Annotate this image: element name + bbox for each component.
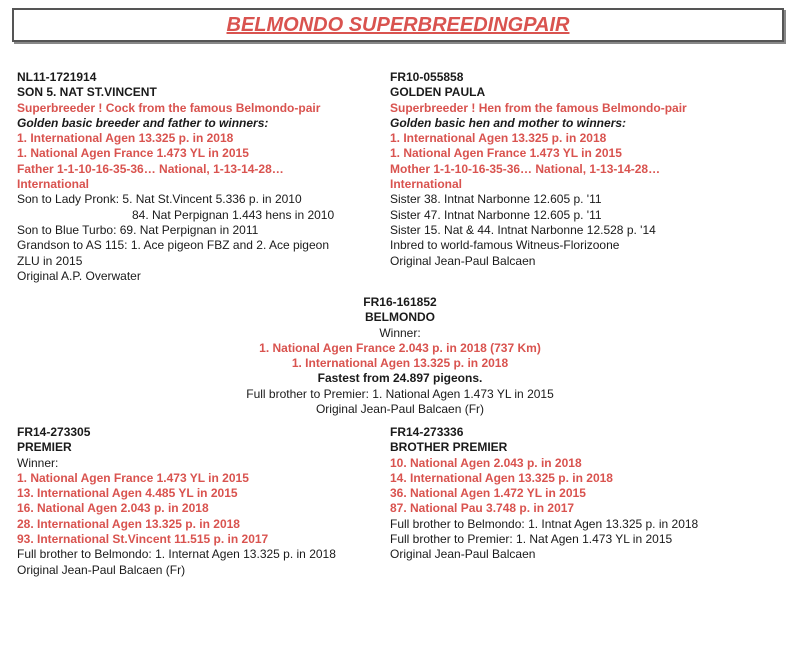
sire-text-line: Son to Lady Pronk: 5. Nat St.Vincent 5.336 p. in 2010 bbox=[17, 192, 302, 207]
brother-red-line: 36. National Agen 1.472 YL in 2015 bbox=[390, 486, 586, 501]
premier-text-line: Original Jean-Paul Balcaen (Fr) bbox=[17, 562, 186, 577]
sire-italic-line: Golden basic breeder and father to winners: bbox=[17, 115, 269, 130]
dam-text-line: Sister 15. Nat & 44. Intnat Narbonne 12.528 p. '14 bbox=[390, 222, 656, 237]
dam-text-line: Original Jean-Paul Balcaen bbox=[390, 253, 536, 268]
brother-red-line: 10. National Agen 2.043 p. in 2018 bbox=[390, 455, 582, 470]
belmondo-text-line: Original Jean-Paul Balcaen (Fr) bbox=[315, 402, 485, 417]
brother-red-line: 87. National Pau 3.748 p. in 2017 bbox=[390, 501, 575, 516]
belmondo-fastest: Fastest from 24.897 pigeons. bbox=[317, 371, 483, 386]
brother-text-line: Full brother to Premier: 1. Nat Agen 1.473 YL in 2015 bbox=[390, 532, 673, 547]
premier-ring: FR14-273305 bbox=[17, 425, 91, 439]
premier-red-line: 13. International Agen 4.485 YL in 2015 bbox=[17, 486, 238, 501]
premier-red-line: 16. National Agen 2.043 p. in 2018 bbox=[17, 501, 209, 516]
brother-ring: FR14-273336 bbox=[390, 425, 464, 439]
sire-ring: NL11-1721914 bbox=[17, 70, 97, 84]
belmondo-text-line: Full brother to Premier: 1. National Agen 1.473 YL in 2015 bbox=[246, 386, 554, 401]
brother-name: BROTHER PREMIER bbox=[390, 440, 508, 455]
dam-red-line: International bbox=[390, 177, 463, 192]
sire-name: SON 5. NAT ST.VINCENT bbox=[17, 85, 157, 100]
brother-red-line: 14. International Agen 13.325 p. in 2018 bbox=[390, 470, 613, 485]
dam-text-line: Sister 38. Intnat Narbonne 12.605 p. '11 bbox=[390, 192, 602, 207]
belmondo-ring: FR16-161852 bbox=[363, 295, 437, 309]
brother-text-line: Full brother to Belmondo: 1. Intnat Agen 13.325 p. in 2018 bbox=[390, 516, 699, 531]
page-title: BELMONDO SUPERBREEDINGPAIR bbox=[226, 13, 570, 36]
dam-red-line: Superbreeder ! Hen from the famous Belmondo-pair bbox=[390, 100, 687, 115]
brother-premier-block bbox=[390, 425, 698, 563]
sire-red-line: 1. National Agen France 1.473 YL in 2015 bbox=[17, 146, 249, 161]
belmondo-name: BELMONDO bbox=[365, 310, 435, 325]
premier-red-line: 93. International St.Vincent 11.515 p. in 2017 bbox=[17, 532, 269, 547]
dam-red-line: Mother 1-1-10-16-35-36… National, 1-13-14-28… bbox=[390, 161, 661, 176]
premier-name: PREMIER bbox=[17, 440, 72, 455]
dam-name: GOLDEN PAULA bbox=[390, 85, 486, 100]
belmondo-red-line: 1. National Agen France 2.043 p. in 2018 (737 Km) bbox=[259, 340, 541, 355]
brother-text-line: Original Jean-Paul Balcaen bbox=[390, 547, 536, 562]
dam-red-line: 1. National Agen France 1.473 YL in 2015 bbox=[390, 146, 622, 161]
sire-block bbox=[17, 70, 334, 284]
premier-winner-label: Winner: bbox=[17, 455, 59, 470]
sire-text-line: 84. Nat Perpignan 1.443 hens in 2010 bbox=[132, 207, 335, 222]
belmondo-red-line: 1. International Agen 13.325 p. in 2018 bbox=[291, 356, 509, 371]
dam-italic-line: Golden basic hen and mother to winners: bbox=[390, 115, 627, 130]
dam-text-line: Sister 47. Intnat Narbonne 12.605 p. '11 bbox=[390, 207, 602, 222]
sire-text-line: ZLU in 2015 bbox=[17, 253, 83, 268]
premier-red-line: 28. International Agen 13.325 p. in 2018 bbox=[17, 516, 240, 531]
title-banner bbox=[12, 8, 784, 42]
sire-red-line: 1. International Agen 13.325 p. in 2018 bbox=[17, 131, 234, 146]
dam-text-line: Inbred to world-famous Witneus-Florizoone bbox=[390, 238, 620, 253]
sire-text-line: Son to Blue Turbo: 69. Nat Perpignan in 2011 bbox=[17, 222, 259, 237]
sire-red-line: Superbreeder ! Cock from the famous Belmondo-pair bbox=[17, 100, 321, 115]
premier-block bbox=[17, 425, 336, 578]
dam-red-line: 1. International Agen 13.325 p. in 2018 bbox=[390, 131, 607, 146]
sire-red-line: Father 1-1-10-16-35-36… National, 1-13-14-28… bbox=[17, 161, 284, 176]
belmondo-winner-label: Winner: bbox=[379, 325, 421, 340]
premier-red-line: 1. National Agen France 1.473 YL in 2015 bbox=[17, 470, 249, 485]
dam-ring: FR10-055858 bbox=[390, 70, 464, 84]
sire-text-line: Grandson to AS 115: 1. Ace pigeon FBZ and 2. Ace pigeon bbox=[17, 238, 329, 253]
dam-block bbox=[390, 70, 687, 269]
sire-text-line: Original A.P. Overwater bbox=[17, 268, 141, 283]
belmondo-block bbox=[200, 295, 600, 417]
sire-red-line: International bbox=[17, 177, 90, 192]
premier-text-line: Full brother to Belmondo: 1. Internat Agen 13.325 p. in 2018 bbox=[17, 547, 336, 562]
